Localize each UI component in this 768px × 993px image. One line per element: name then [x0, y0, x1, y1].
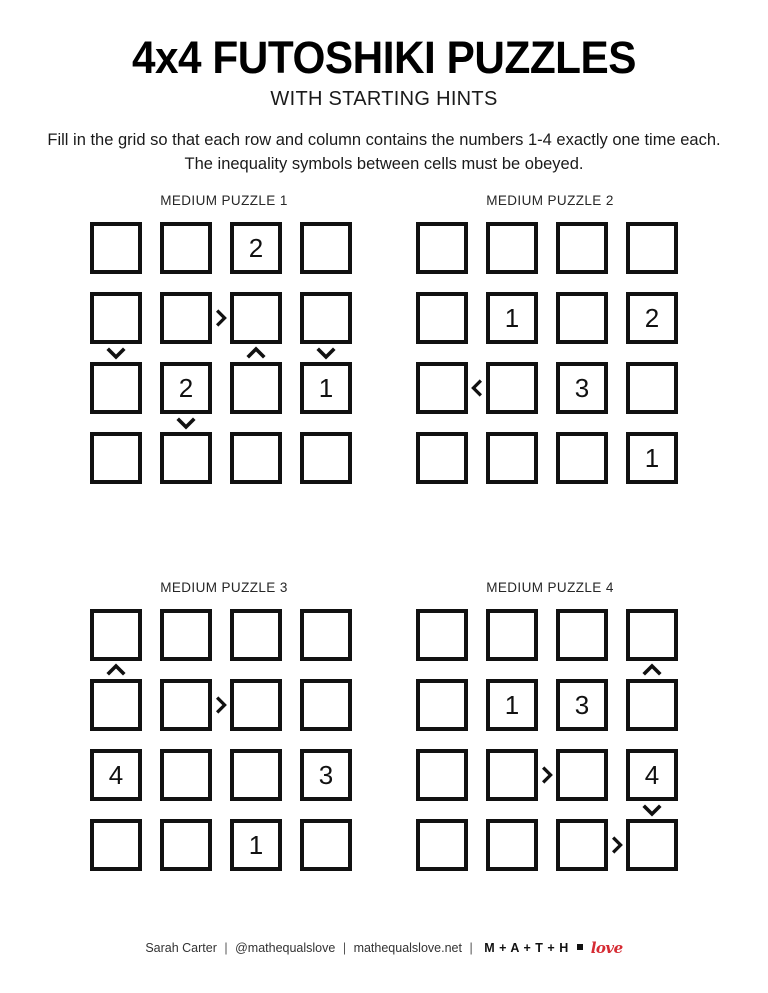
puzzle-cell[interactable]: 4: [90, 749, 142, 801]
puzzle-area: [0, 193, 768, 871]
greater-than-icon: [212, 679, 230, 731]
brand-love-script: love: [590, 939, 623, 957]
puzzle-cell[interactable]: [300, 432, 352, 484]
puzzle-cell[interactable]: [486, 362, 538, 414]
puzzle-2-grid: [402, 222, 692, 484]
puzzle-cell[interactable]: [90, 432, 142, 484]
puzzle-cell[interactable]: [300, 679, 352, 731]
puzzle-4-label: MEDIUM PUZZLE 4: [486, 579, 614, 595]
puzzle-1-label: MEDIUM PUZZLE 1: [160, 192, 288, 208]
puzzle-row-bottom: [0, 580, 768, 871]
puzzle-cell[interactable]: [230, 679, 282, 731]
puzzle-4: [402, 580, 692, 871]
greater-than-icon: [538, 749, 556, 801]
puzzle-cell[interactable]: [160, 749, 212, 801]
puzzle-cell[interactable]: [416, 362, 468, 414]
puzzle-cell[interactable]: [300, 292, 352, 344]
puzzle-cell[interactable]: 1: [486, 679, 538, 731]
puzzle-cell[interactable]: [230, 749, 282, 801]
puzzle-cell[interactable]: [230, 362, 282, 414]
puzzle-cell[interactable]: 4: [626, 749, 678, 801]
puzzle-cell[interactable]: [416, 609, 468, 661]
equals-icon: [577, 944, 583, 950]
page-footer: [0, 939, 768, 957]
brand-plus-1: +: [499, 941, 507, 955]
brand-letter-a: A: [510, 941, 520, 955]
puzzle-cell[interactable]: 1: [626, 432, 678, 484]
puzzle-cell[interactable]: [160, 292, 212, 344]
puzzle-cell[interactable]: [416, 292, 468, 344]
puzzle-cell[interactable]: [300, 609, 352, 661]
puzzle-cell[interactable]: [160, 819, 212, 871]
puzzle-cell[interactable]: [90, 679, 142, 731]
puzzle-row-top: [0, 193, 768, 484]
puzzle-cell[interactable]: 2: [230, 222, 282, 274]
greater-than-down-icon: [160, 414, 212, 432]
brand-plus-2: +: [523, 941, 532, 955]
page-subtitle: WITH STARTING HINTS: [270, 87, 498, 110]
puzzle-cell[interactable]: [416, 749, 468, 801]
greater-than-up-icon: [626, 661, 678, 679]
greater-than-down-icon: [90, 344, 142, 362]
puzzle-cell[interactable]: [416, 679, 468, 731]
puzzle-cell[interactable]: [556, 222, 608, 274]
footer-separator-3: |: [469, 941, 473, 955]
footer-separator-1: |: [224, 941, 228, 955]
puzzle-cell[interactable]: [90, 609, 142, 661]
puzzle-cell[interactable]: 3: [300, 749, 352, 801]
puzzle-cell[interactable]: 2: [626, 292, 678, 344]
greater-than-icon: [608, 819, 626, 871]
puzzle-cell[interactable]: [90, 362, 142, 414]
puzzle-cell[interactable]: [160, 432, 212, 484]
puzzle-cell[interactable]: [416, 819, 468, 871]
page-header: [0, 0, 768, 177]
puzzle-cell[interactable]: [556, 819, 608, 871]
puzzle-3: [76, 580, 366, 871]
puzzle-cell[interactable]: [556, 432, 608, 484]
puzzle-cell[interactable]: 1: [230, 819, 282, 871]
puzzle-cell[interactable]: [486, 609, 538, 661]
footer-separator-2: |: [342, 941, 347, 955]
puzzle-cell[interactable]: [486, 819, 538, 871]
less-than-icon: [468, 362, 486, 414]
puzzle-4-grid: [402, 609, 692, 871]
puzzle-2: [402, 193, 692, 484]
greater-than-up-icon: [230, 344, 282, 362]
greater-than-down-icon: [626, 801, 678, 819]
puzzle-cell[interactable]: 3: [556, 679, 608, 731]
footer-website[interactable]: mathequalslove.net: [353, 941, 462, 955]
puzzle-cell[interactable]: 2: [160, 362, 212, 414]
instructions-text: Fill in the grid so that each row and column contains the numbers 1-4 exactly one time each. The inequality symbols between cells must be obeyed.: [47, 130, 721, 173]
puzzle-cell[interactable]: [160, 222, 212, 274]
puzzle-1-grid: [76, 222, 366, 484]
footer-author: Sarah Carter: [145, 941, 217, 955]
brand-letter-h: H: [559, 941, 569, 955]
brand-letter-m: M: [484, 941, 496, 955]
puzzle-cell[interactable]: [416, 222, 468, 274]
puzzle-cell[interactable]: [300, 222, 352, 274]
puzzle-cell[interactable]: [230, 609, 282, 661]
footer-handle: @mathequalslove: [235, 941, 336, 955]
greater-than-icon: [212, 292, 230, 344]
puzzle-cell[interactable]: [486, 222, 538, 274]
puzzle-cell[interactable]: [556, 609, 608, 661]
puzzle-cell[interactable]: [160, 609, 212, 661]
puzzle-cell[interactable]: [626, 679, 678, 731]
brand-plus-3: +: [547, 941, 556, 955]
puzzle-3-label: MEDIUM PUZZLE 3: [160, 579, 288, 595]
puzzle-cell[interactable]: [556, 749, 608, 801]
puzzle-cell[interactable]: [626, 819, 678, 871]
greater-than-up-icon: [90, 661, 142, 679]
page-title: 4x4 FUTOSHIKI PUZZLES: [131, 32, 637, 83]
puzzle-cell[interactable]: 3: [556, 362, 608, 414]
puzzle-cell[interactable]: [486, 432, 538, 484]
puzzle-cell[interactable]: [90, 819, 142, 871]
puzzle-cell[interactable]: [626, 609, 678, 661]
puzzle-cell[interactable]: 1: [300, 362, 352, 414]
puzzle-cell[interactable]: [300, 819, 352, 871]
puzzle-1: [76, 193, 366, 484]
puzzle-cell[interactable]: [160, 679, 212, 731]
puzzle-cell[interactable]: [90, 292, 142, 344]
puzzle-cell[interactable]: 1: [486, 292, 538, 344]
puzzle-cell[interactable]: [230, 432, 282, 484]
puzzle-cell[interactable]: [626, 222, 678, 274]
brand-logo: [480, 941, 622, 955]
puzzle-cell[interactable]: [486, 749, 538, 801]
puzzle-cell[interactable]: [416, 432, 468, 484]
puzzle-cell[interactable]: [230, 292, 282, 344]
brand-letter-t: T: [535, 941, 544, 955]
puzzle-cell[interactable]: [90, 222, 142, 274]
puzzle-cell[interactable]: [556, 292, 608, 344]
greater-than-down-icon: [300, 344, 352, 362]
puzzle-3-grid: [76, 609, 366, 871]
puzzle-2-label: MEDIUM PUZZLE 2: [486, 192, 614, 208]
puzzle-cell[interactable]: [626, 362, 678, 414]
